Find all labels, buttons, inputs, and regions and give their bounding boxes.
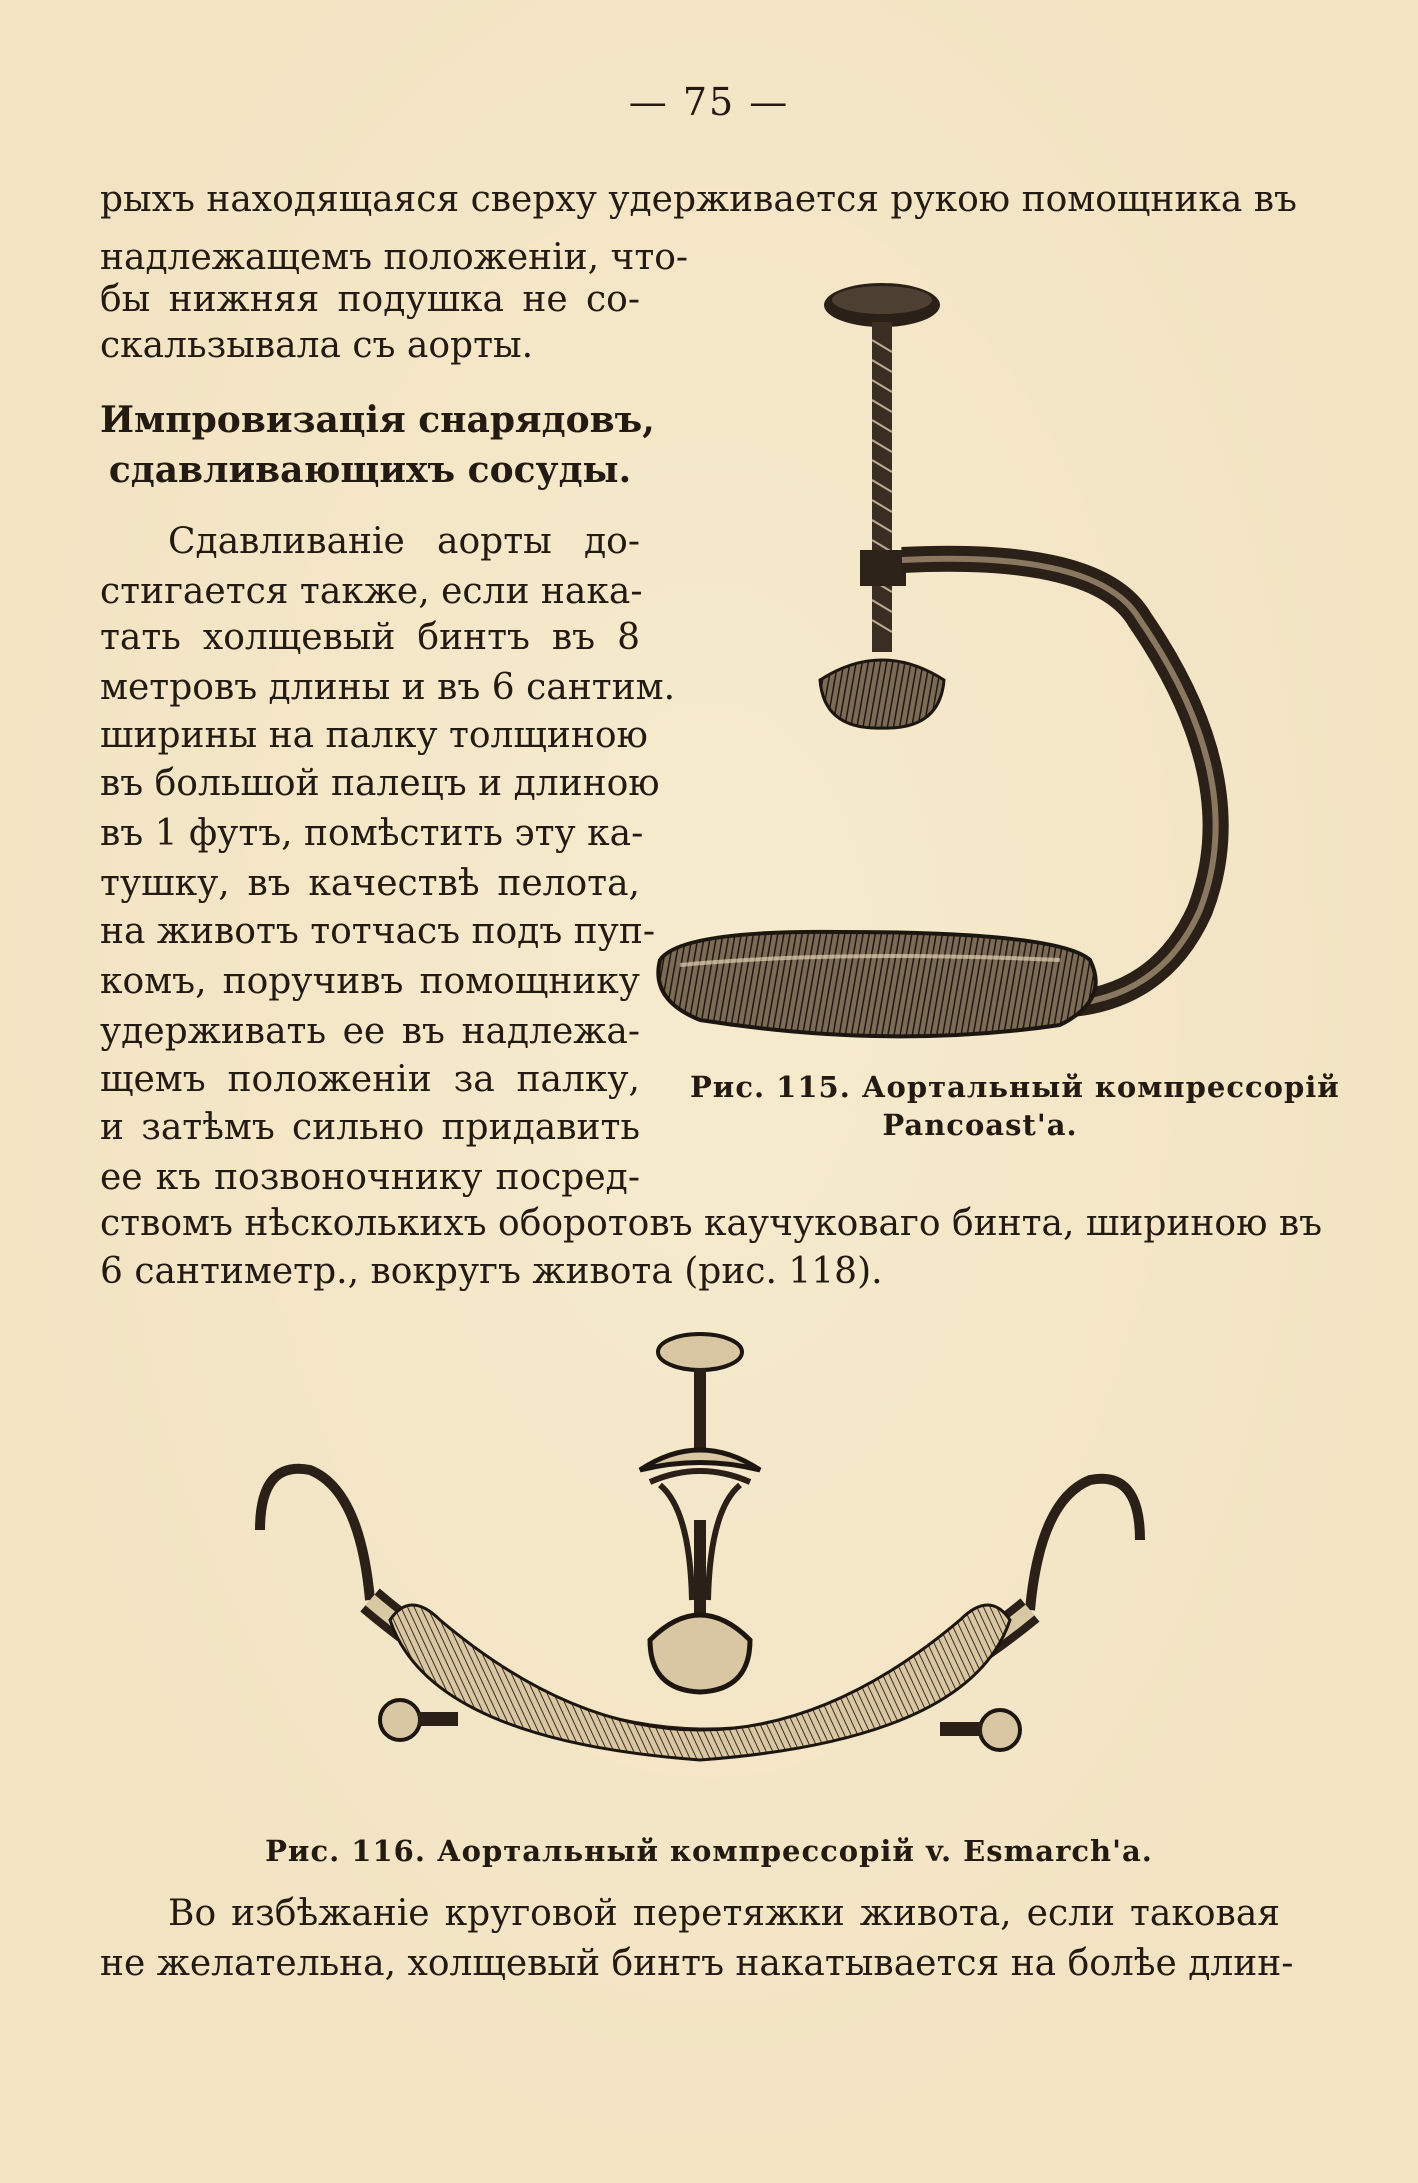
- text-line: надлежащемъ положеніи, что-: [100, 237, 689, 278]
- text-line: въ 1 футъ, помѣстить эту ка-: [100, 813, 644, 854]
- text-line: Во избѣжаніе круговой перетяжки живота, если таковая: [168, 1893, 1280, 1934]
- text-line: комъ, поручивъ помощнику: [100, 961, 640, 1002]
- figure-115-caption: Рис. 115. Аортальный компрессорій: [690, 1070, 1340, 1104]
- collar: [860, 550, 906, 586]
- page-number: — 75 —: [628, 80, 790, 124]
- figure-115-caption: Pancoast'a.: [882, 1108, 1078, 1142]
- text-line: бы нижняя подушка не со-: [100, 279, 640, 320]
- text-line: удерживать ее въ надлежа-: [100, 1011, 640, 1052]
- right-hook: [1030, 1479, 1140, 1610]
- left-hook: [260, 1469, 370, 1600]
- text-line: ее къ позвоночнику посред-: [100, 1157, 640, 1198]
- section-heading: Импровизація снарядовъ,: [100, 399, 655, 441]
- section-heading: сдавливающихъ сосуды.: [108, 449, 632, 491]
- text-line: метровъ длины и въ 6 сантим.: [100, 667, 676, 708]
- text-line: тушку, въ качествѣ пелота,: [100, 863, 640, 904]
- text-line: не желательна, холщевый бинтъ накатывается на болѣе длин-: [100, 1943, 1294, 1984]
- text-line: ширины на палку толщиною: [100, 715, 648, 756]
- lower-pad: [658, 932, 1095, 1036]
- text-line: Сдавливаніе аорты до-: [168, 521, 640, 562]
- text-line: въ большой палецъ и длиною: [100, 763, 660, 804]
- figure-116-compressor-illustration: [240, 1320, 1160, 1820]
- right-knob: [980, 1710, 1020, 1750]
- figure-116-caption: Рис. 116. Аортальный компрессорій v. Esmarch'a.: [265, 1834, 1153, 1868]
- central-handle: [658, 1334, 742, 1370]
- text-line: на животъ тотчасъ подъ пуп-: [100, 911, 656, 952]
- text-line: 6 сантиметр., вокругъ живота (рис. 118).: [100, 1251, 883, 1292]
- text-line: ствомъ нѣсколькихъ оборотовъ каучуковаго бинта, шириною въ: [100, 1203, 1323, 1244]
- text-line: и затѣмъ сильно придавить: [100, 1107, 640, 1148]
- text-line: рыхъ находящаяся сверху удерживается рукою помощника въ: [100, 179, 1297, 220]
- text-line: стигается также, если нака-: [100, 571, 643, 612]
- figure-115-compressor-illustration: [640, 260, 1320, 1070]
- text-line: тать холщевый бинтъ въ 8: [100, 617, 640, 658]
- left-knob: [380, 1700, 420, 1740]
- central-pad: [650, 1615, 750, 1692]
- central-crossbar: [640, 1450, 760, 1470]
- upper-pad: [820, 660, 944, 728]
- text-line: скальзывала съ аорты.: [100, 325, 534, 366]
- text-line: щемъ положеніи за палку,: [100, 1059, 640, 1100]
